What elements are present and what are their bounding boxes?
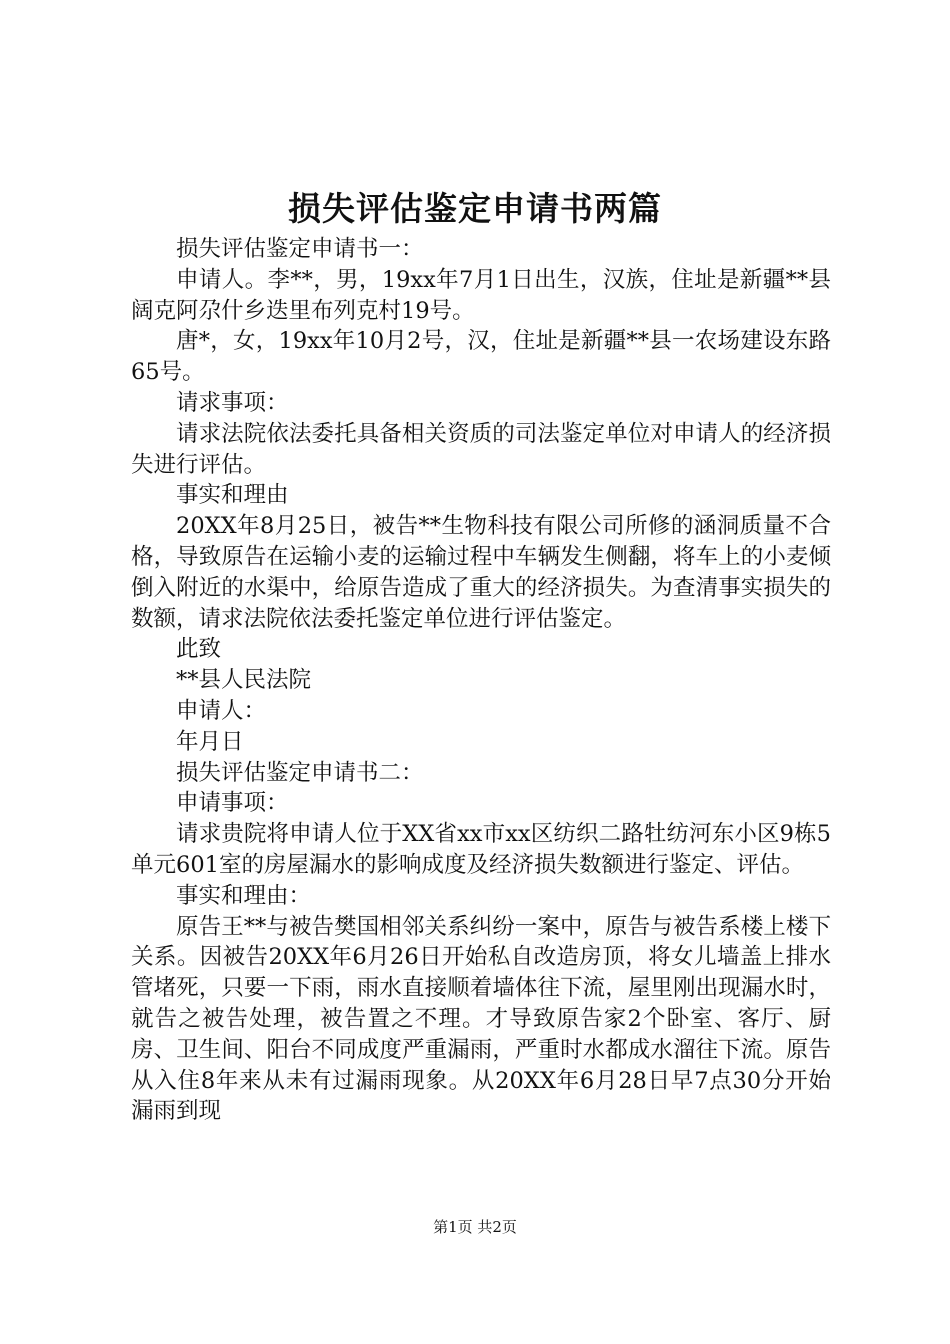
section-heading: 请求事项：: [176, 389, 289, 416]
closing-line: 此致: [176, 636, 222, 663]
section-heading: 损失评估鉴定申请书二：: [176, 759, 424, 786]
paragraph: 请求贵院将申请人位于XX省xx市xx区纺织二路牡纺河东小区9栋5单元601室的房屋漏水的影响成度及经济损失数额进行鉴定、评估。: [131, 821, 831, 878]
date-line: 年月日: [176, 728, 244, 755]
document-body: [131, 234, 831, 1127]
paragraph: 请求法院依法委托具备相关资质的司法鉴定单位对申请人的经济损失进行评估。: [131, 420, 831, 478]
section-heading: 申请事项：: [176, 790, 289, 817]
paragraph: 原告王**与被告樊国相邻关系纠纷一案中，原告与被告系楼上楼下关系。因被告20XX年6月26日开始私自改造房顶，将女儿墙盖上排水管堵死，只要一下雨，雨水直接顺着墙体往下流，屋里刚出现漏水时，就告之被告处理，被告置之不理。才导致原告家2个卧室、客厅、厨房、卫生间、阳台不同成度严重漏雨，严重时水都成水溜往下流。原告从入住8年来从未有过漏雨现象。从20XX年6月28日早7点30分开始漏雨到现: [131, 913, 831, 1125]
paragraph: 唐*，女，19xx年10月2号，汉，住址是新疆**县一农场建设东路65号。: [131, 328, 831, 386]
section-heading: 损失评估鉴定申请书一：: [176, 236, 424, 262]
addressee: **县人民法院: [176, 667, 312, 694]
section-heading: 事实和理由: [176, 482, 289, 509]
paragraph: 20XX年8月25日，被告**生物科技有限公司所修的涵洞质量不合格，导致原告在运输小麦的运输过程中车辆发生侧翻，将车上的小麦倾倒入附近的水渠中，给原告造成了重大的经济损失。为查清事实损失的数额，请求法院依法委托鉴定单位进行评估鉴定。: [131, 513, 831, 632]
paragraph: 申请人。李**，男，19xx年7月1日出生，汉族，住址是新疆**县阔克阿尕什乡迭里布列克村19号。: [131, 266, 831, 324]
page-footer: 第1页 共2页: [433, 1218, 517, 1236]
section-heading: 事实和理由：: [176, 882, 312, 909]
signature-line: 申请人：: [176, 697, 267, 724]
document-title: 损失评估鉴定申请书两篇: [288, 189, 662, 228]
